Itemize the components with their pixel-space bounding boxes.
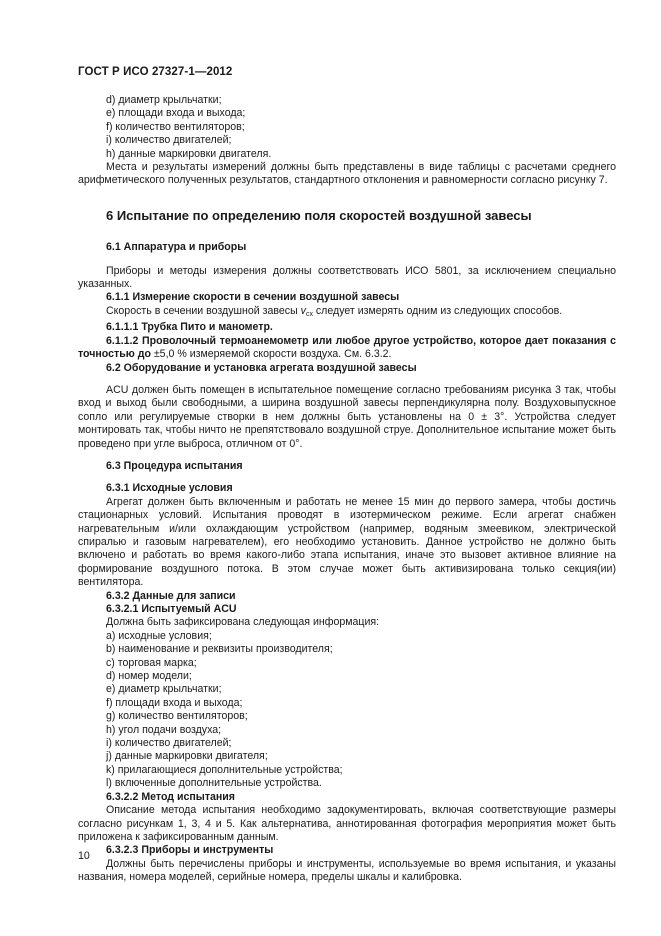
- list-item: g) количество вентиляторов;: [106, 710, 248, 723]
- section-6-2-text: ACU должен быть помещен в испытательное помещение согласно требованиям рисунка 3 так, чтобы вход и выход были свободными, а ширина воздушной завесы перпендикулярна полу. Воздуховыпускное сопло или регулируемые створки в нем должны быть установлены на 0 ± 3°. Устройства следует монтировать так, чтобы ничто не препятствовало воздушной струе. Дополнительное испытание может быть проведено при угле выброса, отличном от 0°.: [78, 383, 616, 450]
- results-paragraph: Места и результаты измерений должны быть представлены в виде таблицы с расчетами среднего арифметического полученных результатов, стандартного отклонения и равномерности согласно рисунку 7.: [78, 161, 616, 187]
- section-6-1-1-text: Скорость в сечении воздушной завесы $v_{сх}$ следует измерять одним из следующих способов.: [106, 304, 563, 318]
- list-item: d) диаметр крыльчатки;: [106, 94, 222, 106]
- list-item: e) площади входа и выхода;: [106, 107, 246, 120]
- list-item: f) количество вентиляторов;: [106, 120, 245, 133]
- section-6-3-1-text: Агрегат должен быть включенным и работать не менее 15 мин до первого замера, чтобы достичь стационарных условий. Испытания проводят в изотермическом режиме. Если агрегат снабжен нагревательным и/или охлаждающим устройством (например, водяным змеевиком, электрической спиралью и газовым нагревателем), его необходимо установить. Данное устройство не должно быть включено и работать во время какого-либо этапа испытания, иначе это вызовет активное влияние на формирование воздушного потока. В этом случае может быть активизирована только секция(ии) вентилятора.: [78, 495, 616, 589]
- section-6-1-heading: 6.1 Аппаратура и приборы: [106, 241, 247, 254]
- section-6-3-2-3-heading: 6.3.2.3 Приборы и инструменты: [106, 844, 274, 857]
- section-6-3-2-1-intro: Должна быть зафиксирована следующая информация:: [106, 616, 380, 629]
- section-6-3-1-heading: 6.3.1 Исходные условия: [106, 482, 233, 495]
- section-6-3-2-3-text: Должны быть перечислены приборы и инструменты, используемые во время испытания, и указаны названия, номера моделей, серийные номера, пределы шкалы и калибровка.: [78, 857, 616, 884]
- list-item: i) количество двигателей;: [106, 134, 232, 147]
- section-6-heading: 6 Испытание по определению поля скоростей воздушной завесы: [106, 207, 532, 223]
- list-item: c) торговая марка;: [106, 656, 197, 669]
- list-item: a) исходные условия;: [106, 629, 212, 642]
- list-item: e) диаметр крыльчатки;: [106, 683, 222, 696]
- list-item: b) наименование и реквизиты производителя;: [106, 643, 333, 656]
- section-6-2-heading: 6.2 Оборудование и установка агрегата воздушной завесы: [106, 361, 417, 374]
- list-item: f) площади входа и выхода;: [106, 696, 243, 709]
- section-6-3-2-1-heading: 6.3.2.1 Испытуемый ACU: [106, 603, 237, 615]
- section-6-1-1-2-paragraph: 6.1.1.2 Проволочный термоанемометр или любое другое устройство, которое дает показания с точностью до ±5,0 % измеряемой скорости воздуха. См. 6.3.2.: [78, 334, 616, 361]
- section-6-3-2-2-heading: 6.3.2.2 Метод испытания: [106, 790, 235, 803]
- list-item: j) данные маркировки двигателя;: [106, 750, 268, 763]
- section-6-3-2-heading: 6.3.2 Данные для записи: [106, 589, 236, 602]
- list-item: d) номер модели;: [106, 670, 192, 683]
- list-item: k) прилагающиеся дополнительные устройства;: [106, 763, 343, 776]
- section-6-1-text: Приборы и методы измерения должны соответствовать ИСО 5801, за исключением специально указанных.: [78, 264, 616, 291]
- page-number: 10: [78, 850, 90, 862]
- list-item: i) количество двигателей;: [106, 737, 232, 750]
- list-item: h) угол подачи воздуха;: [106, 723, 222, 736]
- section-6-1-1-heading: 6.1.1 Измерение скорости в сечении воздушной завесы: [106, 291, 400, 304]
- section-6-1-1-1-heading: 6.1.1.1 Трубка Пито и манометр.: [106, 321, 273, 334]
- list-item: h) данные маркировки двигателя.: [106, 147, 272, 160]
- section-6-3-2-2-text: Описание метода испытания необходимо задокументировать, включая соответствующие размеры согласно рисункам 1, 3, 4 и 5. Как альтернатива, аннотированная фотография мероприятия может быть приложена к зафиксированным данным.: [78, 804, 616, 843]
- page-content: [78, 94, 616, 885]
- standard-code-header: ГОСТ Р ИСО 27327-1—2012: [78, 66, 233, 78]
- list-item: l) включенные дополнительные устройства.: [106, 777, 322, 790]
- section-6-3-heading: 6.3 Процедура испытания: [106, 459, 243, 472]
